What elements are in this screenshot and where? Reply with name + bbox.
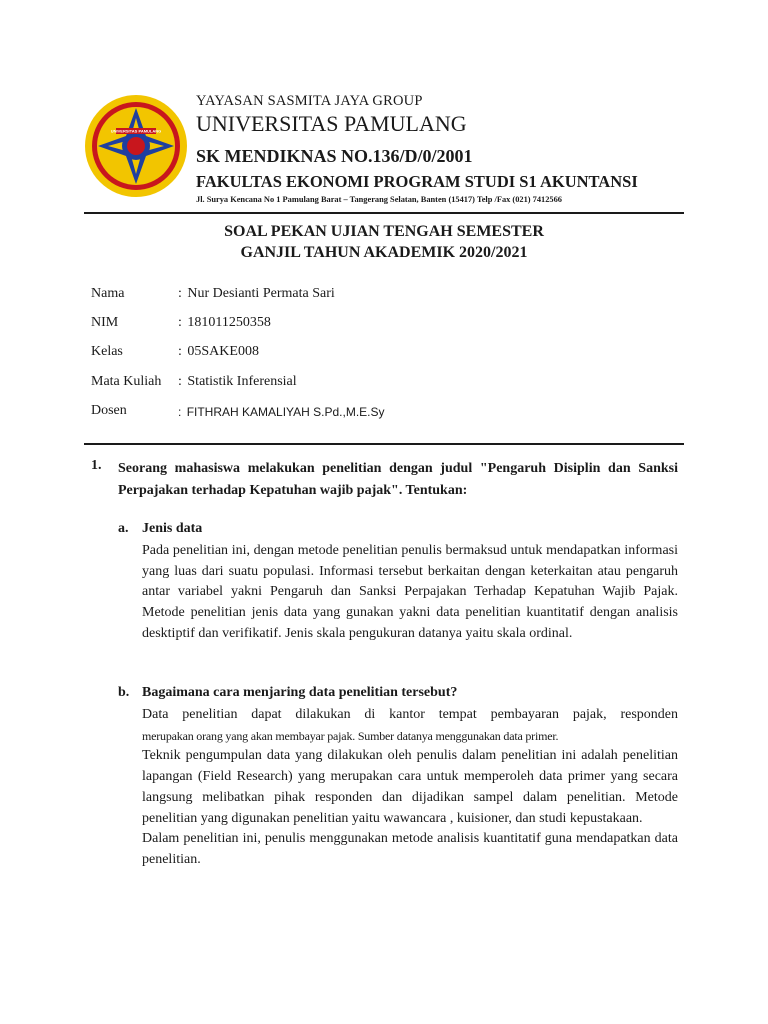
- separator: :: [178, 374, 182, 389]
- student-nim: 181011250358: [187, 315, 271, 330]
- question-text: Seorang mahasiswa melakukan penelitian dengan judul "Pengaruh Disiplin dan Sanksi Perpajakan terhadap Kepatuhan wajib pajak". Tentukan:: [118, 461, 678, 498]
- decree-number: SK MENDIKNAS NO.136/D/0/2001: [196, 146, 473, 166]
- identity-value-dosen: [178, 405, 385, 419]
- faculty-name: FAKULTAS EKONOMI PROGRAM STUDI S1 AKUNTANSI: [196, 172, 638, 191]
- university-address: Jl. Surya Kencana No 1 Pamulang Barat – Tangerang Selatan, Banten (15417) Telp /Fax (021) 7412566: [196, 195, 562, 204]
- logo-text: UNIVERSITAS PAMULANG: [110, 128, 162, 134]
- subquestion-a-letter: a.: [118, 521, 129, 536]
- identity-value-nama: [178, 286, 335, 302]
- answer-b-p3: Dalam penelitian ini, penulis menggunakan metode analisis kuantitatif guna mendapatkan data penelitian.: [142, 831, 678, 867]
- student-class: 05SAKE008: [187, 344, 259, 359]
- identity-label-nama: Nama: [91, 286, 125, 301]
- student-name: Nur Desianti Permata Sari: [187, 286, 335, 301]
- separator: :: [178, 344, 182, 359]
- identity-label-mata-kuliah: Mata Kuliah: [91, 374, 162, 389]
- identity-value-nim: [178, 315, 271, 331]
- identity-value-mata-kuliah: [178, 374, 297, 390]
- answer-b-p1-line1: Data penelitian dapat dilakukan di kantor tempat pembayaran pajak, responden: [142, 707, 678, 722]
- university-logo: [84, 94, 188, 198]
- identity-label-dosen: Dosen: [91, 403, 127, 418]
- logo-center-dot: [127, 137, 145, 155]
- answer-b-body: [142, 705, 678, 871]
- header-divider: [84, 212, 684, 214]
- separator: :: [178, 405, 182, 419]
- course-name: Statistik Inferensial: [187, 374, 297, 389]
- separator: :: [178, 286, 182, 301]
- subquestion-a-title: Jenis data: [142, 521, 203, 536]
- subquestion-b-title: Bagaimana cara menjaring data penelitian tersebut?: [142, 685, 458, 700]
- identity-divider: [84, 443, 684, 445]
- identity-value-kelas: [178, 344, 259, 360]
- university-name: UNIVERSITAS PAMULANG: [196, 111, 467, 136]
- exam-title-line2: GANJIL TAHUN AKADEMIK 2020/2021: [240, 244, 528, 261]
- foundation-name: YAYASAN SASMITA JAYA GROUP: [196, 93, 423, 109]
- subquestion-b-letter: b.: [118, 685, 130, 700]
- identity-label-nim: NIM: [91, 315, 119, 330]
- question-number: 1.: [91, 458, 102, 473]
- lecturer-name: FITHRAH KAMALIYAH S.Pd.,M.E.Sy: [186, 405, 385, 419]
- answer-a-paragraph: Pada penelitian ini, dengan metode penelitian penulis bermaksud untuk mendapatkan informasi yang luas dari suatu populasi. Informasi tersebut berkaitan dengan keterkaitan atau pengaruh antar variabel yakni Pengaruh dan Sanksi Perpajakan Terhadap Kepatuhan Wajib Pajak. Metode penelitian jenis data yang gunakan yakni data penelitian kuantitatif dengan analisis desktiptif dan verifikatif. Jenis skala pengukuran datanya yaitu skala ordinal.: [142, 543, 678, 641]
- exam-title-line1: SOAL PEKAN UJIAN TENGAH SEMESTER: [224, 223, 544, 240]
- separator: :: [178, 315, 182, 330]
- answer-b-p2: Teknik pengumpulan data yang dilakukan oleh penulis dalam penelitian ini adalah penelitian lapangan (Field Research) yang merupakan cara untuk memperoleh data primer yang secara langsung melibatkan pihak responden dan dijadikan sampel dalam penelitian. Metode penelitian yang digunakan penelitian yaitu wawancara , kuisioner, dan studi kepustakaan.: [142, 748, 678, 826]
- identity-label-kelas: Kelas: [91, 344, 123, 359]
- answer-b-p1-line2: merupakan orang yang akan membayar pajak. Sumber datanya menggunakan data primer.: [142, 728, 559, 743]
